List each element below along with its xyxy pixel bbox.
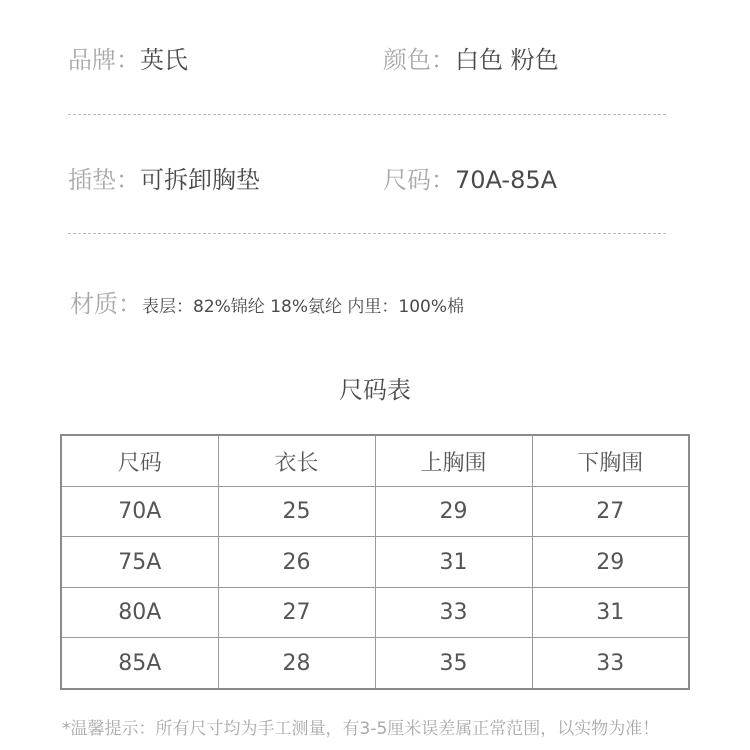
material-value: 表层：82%锦纶 18%氨纶 内里：100%棉 [142, 297, 464, 317]
divider-2 [68, 233, 666, 234]
color-value: 白色 粉色 [455, 46, 559, 74]
brand-label: 品牌： [68, 46, 140, 74]
material-spec [70, 284, 464, 319]
table-cell: 27 [218, 587, 375, 637]
table-cell: 28 [218, 638, 375, 689]
size-table [60, 434, 690, 690]
size-label: 尺码： [383, 166, 455, 194]
table-cell: 31 [375, 537, 532, 587]
table-header-row [61, 435, 689, 487]
table-row [61, 487, 689, 537]
table-cell: 85A [61, 638, 218, 689]
table-cell: 33 [532, 638, 689, 689]
table-cell: 80A [61, 587, 218, 637]
footnote: *温馨提示：所有尺寸均为手工测量，有3-5厘米误差属正常范围，以实物为准！ [62, 719, 660, 739]
pad-spec [68, 160, 260, 195]
brand-value: 英氏 [140, 46, 188, 74]
divider-1 [68, 114, 666, 115]
spec-row-material [0, 284, 750, 324]
table-cell: 75A [61, 537, 218, 587]
pad-value: 可拆卸胸垫 [140, 166, 260, 194]
header-upper-bust: 上胸围 [375, 435, 532, 487]
color-label: 颜色： [383, 46, 455, 74]
pad-label: 插垫： [68, 166, 140, 194]
table-cell: 25 [218, 487, 375, 537]
table-cell: 27 [532, 487, 689, 537]
table-cell: 29 [532, 537, 689, 587]
color-spec [383, 40, 559, 75]
table-cell: 29 [375, 487, 532, 537]
header-length: 衣长 [218, 435, 375, 487]
size-spec [383, 160, 557, 195]
header-under-bust: 下胸围 [532, 435, 689, 487]
table-row [61, 638, 689, 689]
size-value: 70A-85A [455, 166, 558, 194]
spec-row-pad-size [0, 160, 750, 200]
spec-row-brand-color [0, 40, 750, 80]
table-cell: 26 [218, 537, 375, 587]
size-table-title: 尺码表 [339, 376, 411, 404]
table-cell: 31 [532, 587, 689, 637]
table-cell: 33 [375, 587, 532, 637]
table-row [61, 587, 689, 637]
table-cell: 35 [375, 638, 532, 689]
table-cell: 70A [61, 487, 218, 537]
header-size: 尺码 [61, 435, 218, 487]
table-row [61, 537, 689, 587]
brand-spec [68, 40, 188, 75]
material-label: 材质： [70, 290, 142, 318]
